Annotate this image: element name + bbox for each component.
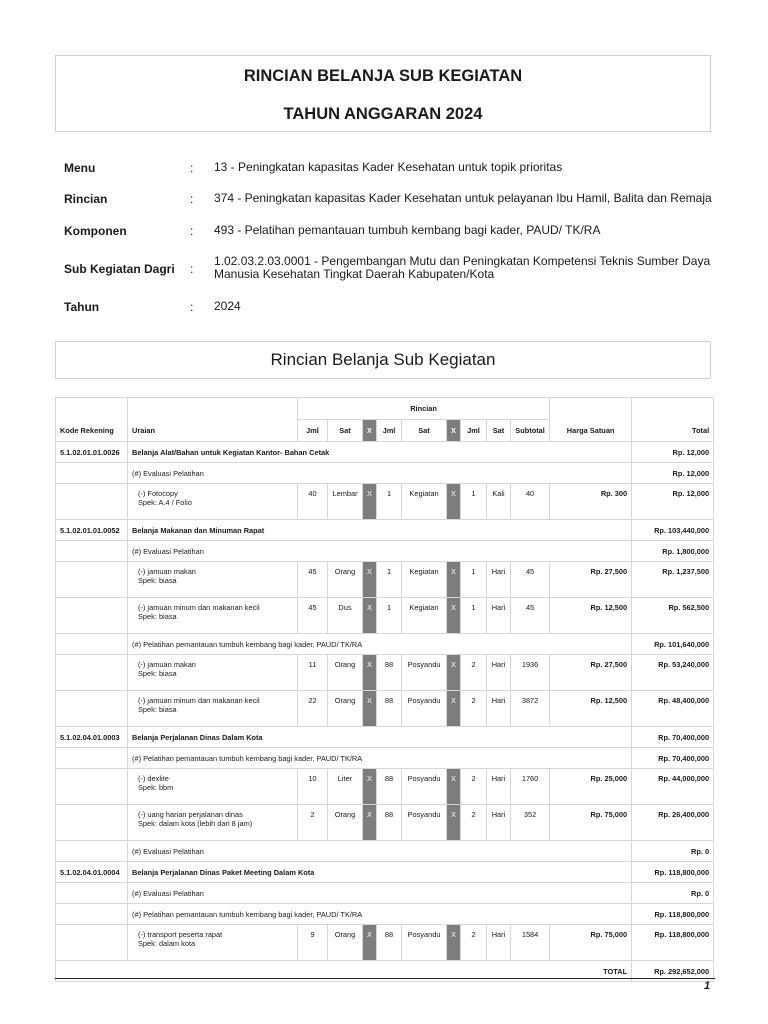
item-jml: 10 (298, 769, 328, 805)
footer-rule (55, 978, 715, 979)
account-code: 5.1.02.04.01.0004 (56, 862, 128, 883)
info-colon: : (190, 192, 194, 206)
multiply-sign: X (447, 484, 461, 520)
group-total: Rp. 101,640,000 (632, 634, 714, 655)
item-sat: Posyandu (402, 655, 447, 691)
empty-cell (56, 904, 128, 925)
item-total: Rp. 562,500 (632, 598, 714, 634)
item-name: (-) jamuan makan (138, 567, 196, 576)
multiply-sign: X (447, 598, 461, 634)
document-subtitle: TAHUN ANGGARAN 2024 (283, 105, 483, 123)
header-harga: Harga Satuan (550, 398, 632, 442)
empty-cell (56, 562, 128, 598)
empty-cell (56, 925, 128, 961)
header-sat: Sat (487, 420, 511, 442)
item-sat: Orang (328, 805, 363, 841)
group-total: Rp. 118,800,000 (632, 904, 714, 925)
header-jml: Jml (377, 420, 402, 442)
item-subtotal: 3872 (511, 691, 550, 727)
header-jml: Jml (461, 420, 487, 442)
group-name: (#) Evaluasi Pelatihan (128, 883, 632, 904)
account-name: Belanja Perjalanan Dinas Dalam Kota (128, 727, 632, 748)
header-sat: Sat (328, 420, 363, 442)
document-title: RINCIAN BELANJA SUB KEGIATAN (243, 67, 523, 85)
header-multiply: X (363, 420, 377, 442)
item-jml: 1 (461, 484, 487, 520)
account-total: Rp. 103,440,000 (632, 520, 714, 541)
group-name: (#) Pelatihan pemantauan tumbuh kembang bagi kader, PAUD/ TK/RA (128, 904, 632, 925)
empty-cell (56, 541, 128, 562)
item-row (56, 805, 714, 841)
item-total: Rp. 26,400,000 (632, 805, 714, 841)
account-code: 5.1.02.01.01.0026 (56, 442, 128, 463)
header-multiply: X (447, 420, 461, 442)
item-jml: 2 (461, 655, 487, 691)
item-subtotal: 1936 (511, 655, 550, 691)
item-sat: Kegiatan (402, 484, 447, 520)
item-harga: Rp. 75,000 (550, 805, 632, 841)
multiply-sign: X (447, 655, 461, 691)
item-jml: 1 (377, 598, 402, 634)
item-harga: Rp. 12,500 (550, 598, 632, 634)
section-title: Rincian Belanja Sub Kegiatan (55, 341, 711, 379)
document-title-box (55, 55, 711, 132)
item-spec: Spek: dalam kota (lebih dari 8 jam) (138, 819, 253, 828)
item-jml: 1 (461, 562, 487, 598)
multiply-sign: X (447, 805, 461, 841)
header-total: Total (632, 398, 714, 442)
group-name: (#) Evaluasi Pelatihan (128, 841, 632, 862)
group-name: (#) Pelatihan pemantauan tumbuh kembang bagi kader, PAUD/ TK/RA (128, 748, 632, 769)
multiply-sign: X (447, 769, 461, 805)
account-code: 5.1.02.01.01.0052 (56, 520, 128, 541)
item-subtotal: 1760 (511, 769, 550, 805)
group-name: (#) Evaluasi Pelatihan (128, 463, 632, 484)
item-total: Rp. 1,237,500 (632, 562, 714, 598)
item-jml: 1 (377, 484, 402, 520)
item-row (56, 655, 714, 691)
multiply-sign: X (363, 925, 377, 961)
item-name: (-) jamuan makan (138, 660, 196, 669)
item-row (56, 769, 714, 805)
grand-total-value: Rp. 292,652,000 (632, 961, 714, 982)
item-description (128, 805, 298, 841)
item-row (56, 598, 714, 634)
group-total: Rp. 70,400,000 (632, 748, 714, 769)
item-row (56, 484, 714, 520)
item-jml: 1 (461, 598, 487, 634)
account-row (56, 442, 714, 463)
item-jml: 11 (298, 655, 328, 691)
empty-cell (56, 463, 128, 484)
multiply-sign: X (363, 562, 377, 598)
item-subtotal: 45 (511, 562, 550, 598)
item-jml: 2 (461, 805, 487, 841)
item-total: Rp. 44,000,000 (632, 769, 714, 805)
item-name: (-) jamuan minum dan makanan kecil (138, 696, 260, 705)
empty-cell (56, 484, 128, 520)
item-jml: 88 (377, 925, 402, 961)
item-total: Rp. 53,240,000 (632, 655, 714, 691)
group-row (56, 883, 714, 904)
info-label: Sub Kegiatan Dagri (64, 262, 175, 276)
page-number: 1 (704, 980, 711, 992)
item-harga: Rp. 27,500 (550, 562, 632, 598)
item-sat: Posyandu (402, 925, 447, 961)
empty-cell (56, 748, 128, 769)
header-jml: Jml (298, 420, 328, 442)
item-harga: Rp. 75,000 (550, 925, 632, 961)
item-jml: 88 (377, 655, 402, 691)
group-row (56, 541, 714, 562)
item-description (128, 925, 298, 961)
item-jml: 88 (377, 769, 402, 805)
item-sat: Hari (487, 691, 511, 727)
item-harga: Rp. 300 (550, 484, 632, 520)
multiply-sign: X (363, 805, 377, 841)
group-row (56, 904, 714, 925)
item-sat: Orang (328, 925, 363, 961)
table-header (56, 398, 714, 442)
item-sat: Hari (487, 769, 511, 805)
multiply-sign: X (363, 691, 377, 727)
item-jml: 2 (298, 805, 328, 841)
item-jml: 2 (461, 925, 487, 961)
multiply-sign: X (447, 691, 461, 727)
account-row (56, 520, 714, 541)
info-label: Komponen (64, 224, 127, 238)
grand-total-label: TOTAL (56, 961, 632, 982)
empty-cell (56, 598, 128, 634)
item-subtotal: 45 (511, 598, 550, 634)
item-harga: Rp. 12,500 (550, 691, 632, 727)
budget-table (55, 397, 714, 982)
info-colon: : (190, 300, 194, 314)
item-spec: Spek: A.4 / Folio (138, 498, 192, 507)
item-description (128, 562, 298, 598)
account-row (56, 862, 714, 883)
item-sat: Orang (328, 562, 363, 598)
info-value: 374 - Peningkatan kapasitas Kader Kesehatan untuk pelayanan Ibu Hamil, Balita dan Remaja (214, 191, 712, 205)
item-sat: Liter (328, 769, 363, 805)
multiply-sign: X (447, 562, 461, 598)
item-sat: Posyandu (402, 805, 447, 841)
item-row (56, 925, 714, 961)
item-subtotal: 1584 (511, 925, 550, 961)
empty-cell (56, 634, 128, 655)
item-spec: Spek: biasa (138, 612, 177, 621)
header-kode: Kode Rekening (56, 398, 128, 442)
header-uraian: Uraian (128, 398, 298, 442)
item-jml: 9 (298, 925, 328, 961)
header-sat: Sat (402, 420, 447, 442)
item-jml: 2 (461, 691, 487, 727)
item-row (56, 562, 714, 598)
item-spec: Spek: biasa (138, 576, 177, 585)
item-description (128, 484, 298, 520)
item-spec: Spek: biasa (138, 669, 177, 678)
account-name: Belanja Alat/Bahan untuk Kegiatan Kantor- Bahan Cetak (128, 442, 632, 463)
item-jml: 1 (377, 562, 402, 598)
item-spec: Spek: biasa (138, 705, 177, 714)
item-sat: Hari (487, 655, 511, 691)
table-body (56, 442, 714, 982)
item-name: (-) Fotocopy (138, 489, 178, 498)
group-row (56, 463, 714, 484)
empty-cell (56, 805, 128, 841)
info-value: 493 - Pelatihan pemantauan tumbuh kembang bagi kader, PAUD/ TK/RA (214, 223, 601, 237)
account-total: Rp. 70,400,000 (632, 727, 714, 748)
account-total: Rp. 118,800,000 (632, 862, 714, 883)
multiply-sign: X (363, 598, 377, 634)
group-name: (#) Evaluasi Pelatihan (128, 541, 632, 562)
item-jml: 88 (377, 691, 402, 727)
item-total: Rp. 12,000 (632, 484, 714, 520)
item-jml: 88 (377, 805, 402, 841)
item-sat: Dus (328, 598, 363, 634)
item-sat: Posyandu (402, 769, 447, 805)
item-sat: Kegiatan (402, 562, 447, 598)
item-sat: Kali (487, 484, 511, 520)
item-total: Rp. 118,800,000 (632, 925, 714, 961)
group-row (56, 748, 714, 769)
item-subtotal: 352 (511, 805, 550, 841)
group-row (56, 634, 714, 655)
item-sat: Orang (328, 655, 363, 691)
item-spec: Spek: bbm (138, 783, 174, 792)
group-total: Rp. 0 (632, 883, 714, 904)
item-jml: 45 (298, 598, 328, 634)
item-description (128, 598, 298, 634)
item-description (128, 655, 298, 691)
empty-cell (56, 769, 128, 805)
empty-cell (56, 841, 128, 862)
item-sat: Kegiatan (402, 598, 447, 634)
group-total: Rp. 12,000 (632, 463, 714, 484)
header-subtotal: Subtotal (511, 420, 550, 442)
account-name: Belanja Perjalanan Dinas Paket Meeting Dalam Kota (128, 862, 632, 883)
info-label: Menu (64, 161, 96, 175)
empty-cell (56, 655, 128, 691)
account-total: Rp. 12,000 (632, 442, 714, 463)
item-description (128, 769, 298, 805)
item-name: (-) uang harian perjalanan dinas (138, 810, 243, 819)
info-value: 1.02.03.2.03.0001 - Pengembangan Mutu dan Peningkatan Kompetensi Teknis Sumber Daya Manusia Kesehatan Tingkat Daerah Kabupaten/Kota (214, 254, 711, 281)
info-label: Tahun (64, 300, 100, 314)
info-value: 2024 (214, 299, 241, 313)
item-jml: 2 (461, 769, 487, 805)
item-sat: Hari (487, 805, 511, 841)
info-colon: : (190, 262, 194, 276)
header-rincian: Rincian (298, 398, 550, 420)
account-row (56, 727, 714, 748)
item-description (128, 691, 298, 727)
group-name: (#) Pelatihan pemantauan tumbuh kembang bagi kader, PAUD/ TK/RA (128, 634, 632, 655)
item-row (56, 691, 714, 727)
group-total: Rp. 0 (632, 841, 714, 862)
item-jml: 45 (298, 562, 328, 598)
multiply-sign: X (363, 769, 377, 805)
item-harga: Rp. 27,500 (550, 655, 632, 691)
account-code: 5.1.02.04.01.0003 (56, 727, 128, 748)
info-colon: : (190, 224, 194, 238)
item-name: (-) dexlite (138, 774, 169, 783)
item-jml: 40 (298, 484, 328, 520)
multiply-sign: X (363, 655, 377, 691)
info-label: Rincian (64, 192, 108, 206)
item-name: (-) transport peserta rapat (138, 930, 223, 939)
item-sat: Posyandu (402, 691, 447, 727)
item-jml: 22 (298, 691, 328, 727)
multiply-sign: X (363, 484, 377, 520)
group-total: Rp. 1,800,000 (632, 541, 714, 562)
info-value: 13 - Peningkatan kapasitas Kader Kesehatan untuk topik prioritas (214, 160, 563, 174)
item-total: Rp. 48,400,000 (632, 691, 714, 727)
item-subtotal: 40 (511, 484, 550, 520)
item-spec: Spek: dalam kota (138, 939, 196, 948)
empty-cell (56, 883, 128, 904)
item-sat: Orang (328, 691, 363, 727)
item-sat: Hari (487, 598, 511, 634)
item-name: (-) jamuan minum dan makanan kecil (138, 603, 260, 612)
item-sat: Hari (487, 562, 511, 598)
empty-cell (56, 691, 128, 727)
group-row (56, 841, 714, 862)
item-harga: Rp. 25,000 (550, 769, 632, 805)
multiply-sign: X (447, 925, 461, 961)
item-sat: Hari (487, 925, 511, 961)
item-sat: Lembar (328, 484, 363, 520)
account-name: Belanja Makanan dan Minuman Rapat (128, 520, 632, 541)
info-colon: : (190, 161, 194, 175)
